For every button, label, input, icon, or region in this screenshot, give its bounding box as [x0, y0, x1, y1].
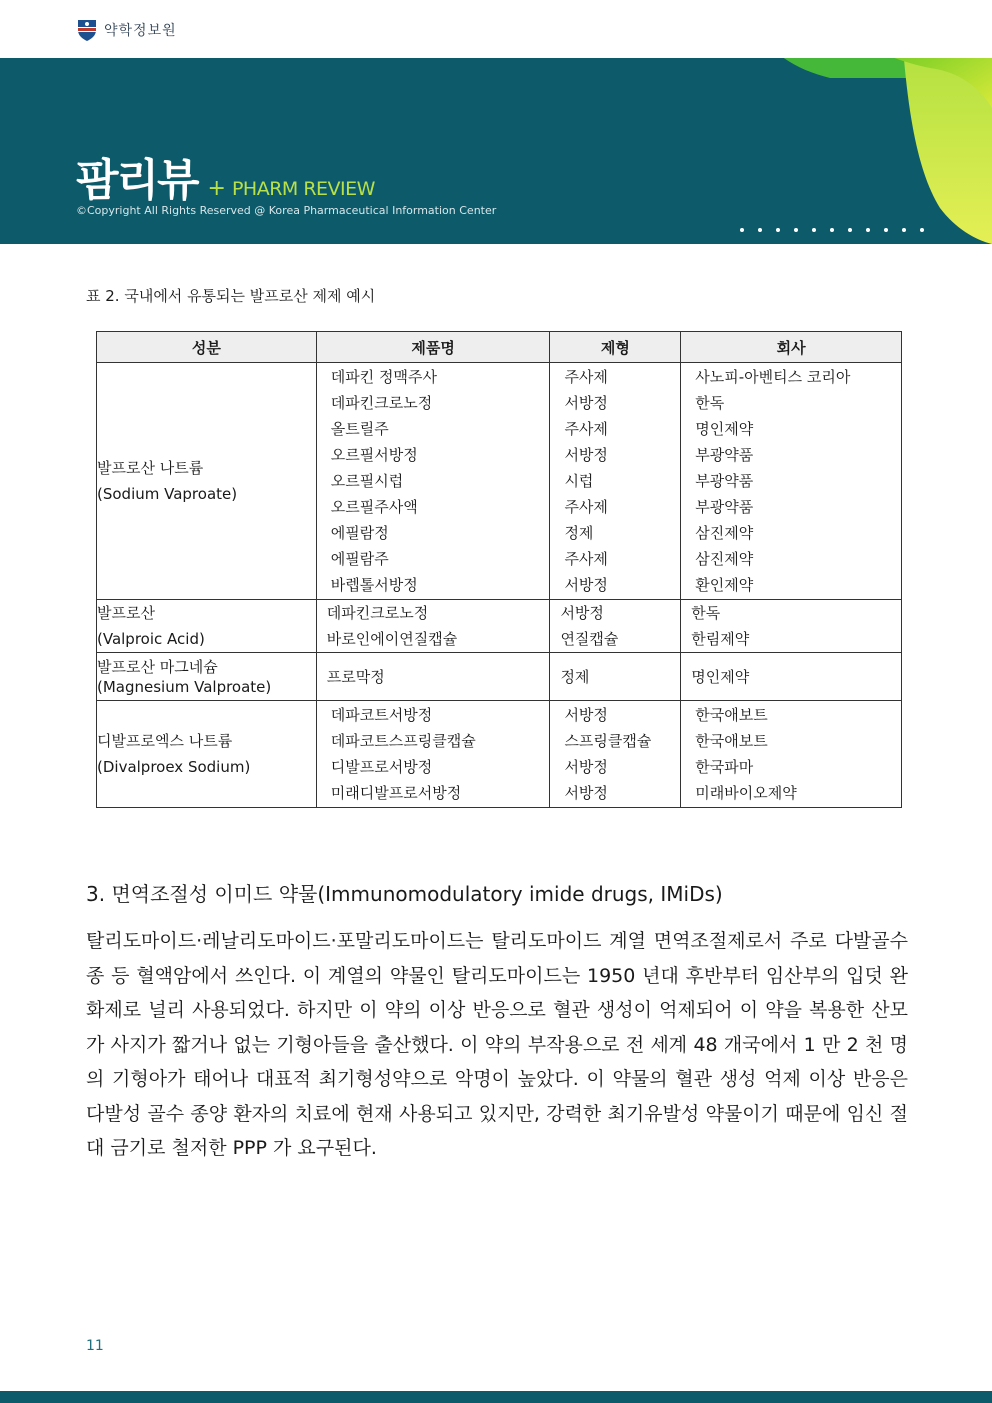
company-cell: 사노피-아벤티스 코리아 한독 명인제약 부광약품 부광약품 부광약품 삼진제약 삼진제약 환인제약	[681, 363, 902, 600]
section-title: 3. 면역조절성 이미드 약물(Immunomodulatory imide drugs, IMiDs)	[86, 882, 723, 906]
company-cell: 한독 한림제약	[681, 600, 902, 653]
valproate-table	[96, 331, 902, 808]
company-cell: 명인제약	[681, 653, 902, 701]
org-name: 약학정보원	[104, 23, 177, 39]
form-cell: 주사제 서방정 주사제 서방정 시럽 주사제 정제 주사제 서방정	[550, 363, 681, 600]
header-form: 제형	[550, 332, 681, 363]
product-cell: 데파킨크로노정 바로인에이연질캡슐	[316, 600, 550, 653]
org-logo	[76, 18, 177, 42]
copyright-text: ©Copyright All Rights Reserved @ Korea Pharmaceutical Information Center	[76, 204, 497, 217]
dot-grid-decoration	[736, 224, 936, 244]
header-company: 회사	[681, 332, 902, 363]
top-strip	[0, 0, 992, 58]
table-row	[97, 600, 902, 653]
product-cell: 데파코트서방정 데파코트스프링클캡슐 디발프로서방정 미래디발프로서방정	[316, 701, 550, 808]
form-cell: 서방정 스프링클캡슐 서방정 서방정	[550, 701, 681, 808]
title-plus: +	[207, 176, 226, 201]
ingredient-cell: 발프로산 나트륨 (Sodium Vaproate)	[97, 363, 317, 600]
bottom-bar	[0, 1391, 992, 1403]
form-cell: 정제	[550, 653, 681, 701]
ingredient-cell: 디발프로엑스 나트륨 (Divalproex Sodium)	[97, 701, 317, 808]
page-number: 11	[86, 1338, 104, 1354]
product-cell: 데파킨 정맥주사 데파킨크로노정 올트릴주 오르필서방정 오르필시럽 오르필주사액 에필람정 에필람주 바렙톨서방정	[316, 363, 550, 600]
header-banner	[0, 58, 992, 244]
shield-logo-icon	[76, 18, 98, 42]
ingredient-cell: 발프로산 (Valproic Acid)	[97, 600, 317, 653]
product-cell: 프로막정	[316, 653, 550, 701]
table-row	[97, 701, 902, 808]
ingredient-cell: 발프로산 마그네슘 (Magnesium Valproate)	[97, 653, 317, 701]
table-row	[97, 653, 902, 701]
header-product: 제품명	[316, 332, 550, 363]
section-body: 탈리도마이드·레날리도마이드·포말리도마이드는 탈리도마이드 계열 면역조절제로서 주로 다발골수종 등 혈액암에서 쓰인다. 이 계열의 약물인 탈리도마이드는 1950 년대 후반부터 임산부의 입덧 완화제로 널리 사용되었다. 하지만 이 약의 이상 반응으로 혈관 생성이 억제되어 이 약을 복용한 산모가 사지가 짧거나 없는 기형아들을 출산했다. 이 약의 부작용으로 전 세계 48 개국에서 1 만 2 천 명의 기형아가 태어나 대표적 최기형성약으로 악명이 높았다. 이 약물의 혈관 생성 억제 이상 반응은 다발성 골수 종양 환자의 치료에 현재 사용되고 있지만, 강력한 최기유발성 약물이기 때문에 임신 절대 금기로 철저한 PPP 가 요구된다.	[86, 930, 908, 1159]
table-row	[97, 363, 902, 600]
table-header-row	[97, 332, 902, 363]
table-caption: 표 2. 국내에서 유통되는 발프로산 제제 예시	[86, 287, 376, 305]
banner-title	[76, 144, 375, 208]
form-cell: 서방정 연질캡슐	[550, 600, 681, 653]
company-cell: 한국애보트 한국애보트 한국파마 미래바이오제약	[681, 701, 902, 808]
title-sub: PHARM REVIEW	[231, 178, 375, 200]
title-main: 팜리뷰	[76, 155, 198, 206]
header-ingredient: 성분	[97, 332, 317, 363]
